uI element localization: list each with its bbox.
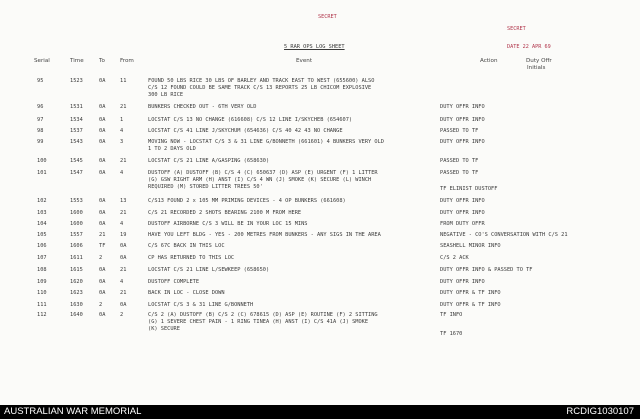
entry-event-line: DUSTOFF AIRBORNE C/S 3 WILL BE IN YOUR LOC 15 MINS [148,221,308,227]
entry-serial: 98 [37,128,44,134]
entry-from: 0A [120,302,127,308]
entry-from: 4 [120,221,124,227]
footer-archive-name: AUSTRALIAN WAR MEMORIAL [4,406,142,417]
entry-time: 1600 [70,221,83,227]
entry-serial: 106 [37,243,47,249]
entry-time: 1606 [70,243,83,249]
entry-event-line: BACK IN LOC - CLOSE DOWN [148,290,225,296]
entry-event-line: C/S 12 FOUND COULD BE SAME TRACK C/S 13 REPORTS 25 LB CHICOM EXPLOSIVE [148,85,372,91]
entry-serial: 107 [37,255,47,261]
entry-event-line: LOCSTAT C/S 13 NO CHANGE (616608) C/S 12 LINE I/SKYCHEB (654607) [148,117,353,123]
entry-time: 1523 [70,78,83,84]
entry-action: TF INFO [440,312,463,318]
entry-action: DUTY OFFR INFO [440,117,485,123]
entry-time: 1615 [70,267,83,273]
entry-from: 21 [120,158,127,164]
entry-from: 21 [120,210,127,216]
header-initials: Initials [527,65,546,71]
entry-from: 2 [120,312,124,318]
entry-event-line: LOCSTAT C/S 3 & 31 LINE G/BONNETH [148,302,254,308]
entry-to: 0A [99,279,106,285]
entry-serial: 111 [37,302,47,308]
log-entry-row [0,331,640,345]
entry-event-line: LOCSTAT C/S 21 LINE A/GASPING (658630) [148,158,270,164]
header-action: Action [480,58,498,64]
header-duty-offr: Duty Offr [526,58,552,64]
log-entry-row [0,104,640,118]
entry-serial: 108 [37,267,47,273]
entry-action: PASSED TO TF [440,170,479,176]
entry-serial: 109 [37,279,47,285]
entry-event-line: 300 LB RICE [148,92,184,98]
entry-action: DUTY OFFR & TF INFO [440,290,501,296]
entry-event-line: DUSTOFF COMPLETE [148,279,200,285]
entry-time: 1611 [70,255,83,261]
entry-to: 21 [99,232,106,238]
header-from: From [120,58,134,64]
entry-serial: 110 [37,290,47,296]
entry-event-line: REQUIRED (M) STORED LITTER TREES 50' [148,184,263,190]
entry-time: 1537 [70,128,83,134]
entry-from: 19 [120,232,127,238]
entry-time: 1557 [70,232,83,238]
entry-from: 11 [120,78,127,84]
entry-event-line: DUSTOFF (A) DUSTOFF (B) C/S 4 (C) 650637 (D) ASP (E) URGENT (F) 1 LITTER [148,170,378,176]
entry-serial: 95 [37,78,44,84]
entry-to: 0A [99,267,106,273]
entry-serial: 101 [37,170,47,176]
entry-to: 2 [99,255,103,261]
date-stamp: DATE 22 APR 69 [507,44,551,50]
entry-serial: 102 [37,198,47,204]
entry-to: TF [99,243,106,249]
entry-action: TF ELINIST DUSTOFF [440,186,498,192]
entry-event-line: BUNKERS CHECKED OUT - 6TH VERY OLD [148,104,257,110]
entry-event-line: FOUND 50 LBS RICE 30 LBS OF BARLEY AND TRACK EAST TO WEST (655600) ALSO [148,78,375,84]
entry-to: 0A [99,312,106,318]
entry-action: TF 1670 [440,331,463,337]
entry-time: 1620 [70,279,83,285]
entry-serial: 100 [37,158,47,164]
entry-action: DUTY OFFR INFO [440,139,485,145]
entry-serial: 99 [37,139,44,145]
entry-to: 0A [99,139,106,145]
entry-to: 0A [99,290,106,296]
entry-from: 4 [120,279,124,285]
entry-time: 1534 [70,117,83,123]
entry-action: DUTY OFFR INFO [440,104,485,110]
entry-to: 0A [99,198,106,204]
entry-time: 1630 [70,302,83,308]
entry-from: 4 [120,128,124,134]
entry-to: 0A [99,128,106,134]
entry-time: 1545 [70,158,83,164]
entry-from: 21 [120,290,127,296]
log-entry-row [0,312,640,332]
entry-event-line: (G) 1 SEVERE CHEST PAIN - 1 RING TINEA (H) ANST (I) C/S 41A (J) SMOKE [148,319,369,325]
entry-action: PASSED TO TF [440,128,479,134]
entry-serial: 103 [37,210,47,216]
entry-serial: 112 [37,312,47,318]
security-stamp-right: SECRET [507,26,526,32]
entry-event-line: HAVE YOU LEFT BLDG - YES - 200 METRES FROM BUNKERS - ANY SIGS IN THE AREA [148,232,381,238]
entry-time: 1547 [70,170,83,176]
entry-to: 0A [99,221,106,227]
entry-event-line: LOCSTAT C/S 41 LINE J/SKYCHUM (654636) C/S 40 42 43 NO CHANGE [148,128,343,134]
header-serial: Serial [34,58,50,64]
entry-event-line: C/S 67C BACK IN THIS LOC [148,243,225,249]
entry-action: DUTY OFFR INFO [440,210,485,216]
entry-serial: 104 [37,221,47,227]
sheet-title: 5 RAR OPS LOG SHEET [284,44,345,50]
entry-serial: 97 [37,117,44,123]
entry-event-line: (K) SECURE [148,326,180,332]
entry-to: 0A [99,170,106,176]
entry-from: 4 [120,170,124,176]
entry-time: 1531 [70,104,83,110]
entry-to: 2 [99,302,103,308]
header-event: Event [296,58,313,64]
footer-record-id: RCDIG1030107 [566,406,634,417]
entry-event-line: C/S 2 (A) DUSTOFF (B) C/S 2 (C) 678615 (D) ASP (E) ROUTINE (F) 2 SITTING [148,312,378,318]
entry-to: 0A [99,78,106,84]
entry-action: FROM DUTY OFFR [440,221,485,227]
entry-event-line: C/S 21 RECORDED 2 SHOTS BEARING 2100 M FROM HERE [148,210,302,216]
entry-action: PASSED TO TF [440,158,479,164]
entry-action: DUTY OFFR INFO & PASSED TO TF [440,267,533,273]
entry-action: DUTY OFFR INFO [440,198,485,204]
header-to: To [99,58,105,64]
entry-event-line: 1 TO 2 DAYS OLD [148,146,196,152]
entry-action: C/S 2 ACK [440,255,469,261]
entry-time: 1623 [70,290,83,296]
entry-to: 0A [99,104,106,110]
archive-footer [0,405,640,419]
entry-to: 0A [99,158,106,164]
entry-to: 0A [99,210,106,216]
entry-action: NEGATIVE - CO'S CONVERSATION WITH C/S 21 [440,232,568,238]
log-entry-row [0,78,640,98]
entry-from: 21 [120,267,127,273]
entry-time: 1553 [70,198,83,204]
entry-event-line: (G) GSW RIGHT ARM (H) ANST (I) C/S 4 WN (J) SMOKE (K) SECURE (L) WINCH [148,177,372,183]
log-entry-row [0,139,640,153]
entry-time: 1543 [70,139,83,145]
entry-event-line: MOVING NOW - LOCSTAT C/S 3 & 31 LINE G/BONNETH (661601) 4 BUNKERS VERY OLD [148,139,384,145]
entry-action: DUTY OFFR INFO [440,279,485,285]
entry-action: DUTY OFFR & TF INFO [440,302,501,308]
header-time: Time [70,58,84,64]
entry-serial: 105 [37,232,47,238]
entry-from: 0A [120,243,127,249]
entry-event-line: CP HAS RETURNED TO THIS LOC [148,255,235,261]
entry-event-line: C/S13 FOUND 2 x 105 MM PRIMING DEVICES - 4 OP BUNKERS (661608) [148,198,346,204]
security-stamp-top: SECRET [318,14,337,20]
entry-time: 1600 [70,210,83,216]
entry-from: 13 [120,198,127,204]
entry-serial: 96 [37,104,44,110]
entry-time: 1640 [70,312,83,318]
entry-to: 0A [99,117,106,123]
entry-from: 21 [120,104,127,110]
entry-event-line: LOCSTAT C/S 21 LINE L/SEWKEEP (658650) [148,267,270,273]
entry-from: 3 [120,139,124,145]
entry-from: 1 [120,117,124,123]
entry-action: SEASHELL MINOR INFO [440,243,501,249]
entry-from: 0A [120,255,127,261]
